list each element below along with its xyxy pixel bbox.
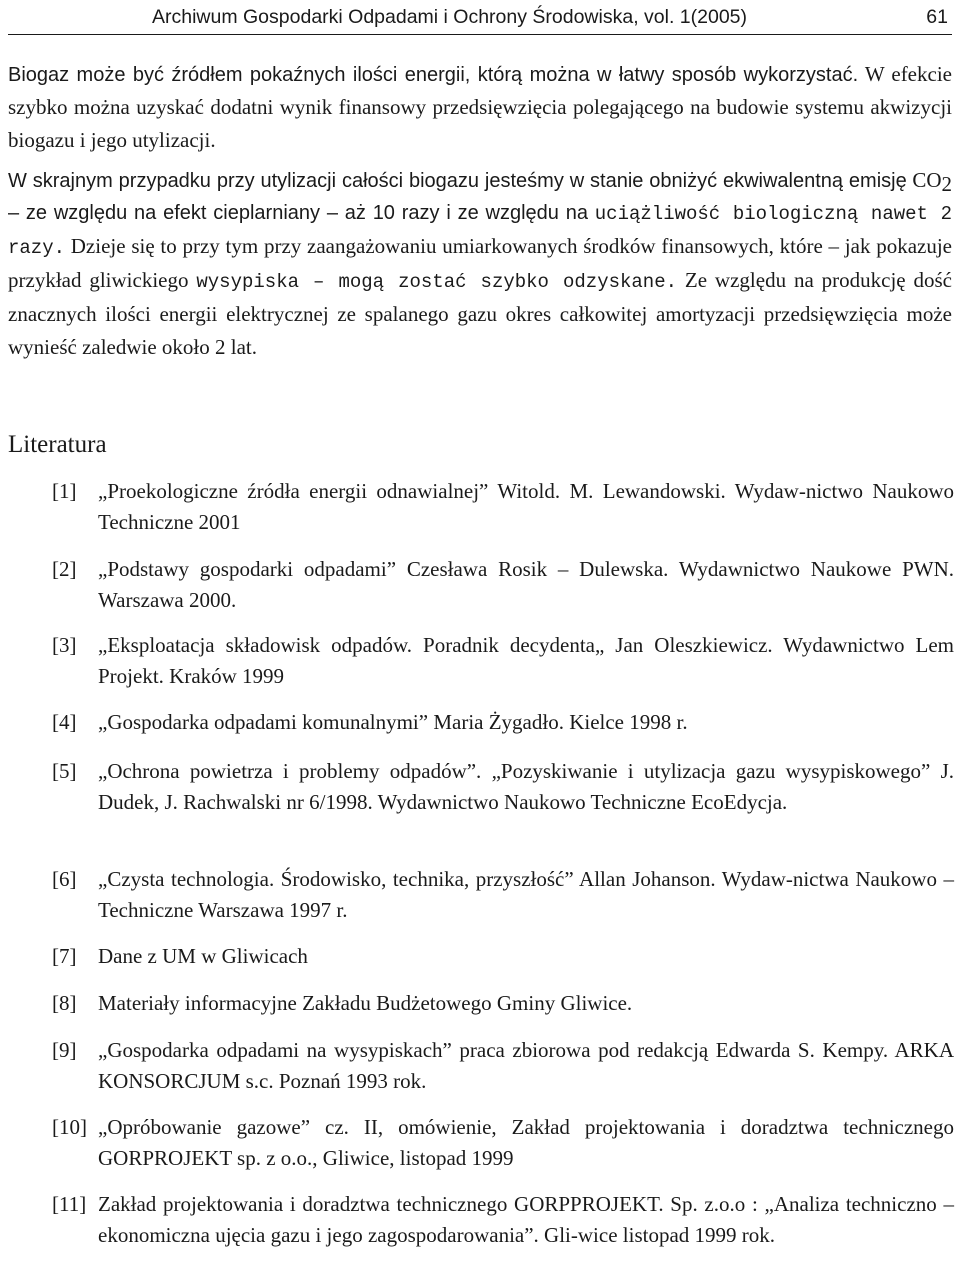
reference-number: [4] — [52, 710, 77, 734]
paragraph-text: uciążliwość biologiczną nawet 2 razy. — [8, 203, 952, 259]
reference-text: „Opróbowanie gazowe” cz. II, omówienie, Zakład projektowania i doradztwa technicznego GORPROJEKT sp. z o.o., Gliwice, listopad 1999 — [98, 1115, 954, 1170]
co2-subscript: 2 — [941, 172, 952, 196]
reference-number: [6] — [52, 867, 77, 891]
reference-text: „Podstawy gospodarki odpadami” Czesława Rosik – Dulewska. Wydawnictwo Naukowe PWN. Warszawa 2000. — [98, 557, 954, 612]
journal-title: Archiwum Gospodarki Odpadami i Ochrony Środowiska, vol. 1(2005) — [152, 6, 748, 28]
reference-number: [10] — [52, 1115, 87, 1139]
page-number: 61 — [926, 6, 948, 28]
paragraph-text: W efekcie szybko można uzyskać dodatni wynik finansowy przedsięwzięcia polegającego na budowie systemu akwizycji biogazu i jego utylizacji. — [8, 62, 952, 152]
reference-number: [11] — [52, 1192, 87, 1216]
paragraph-text: – ze względu na efekt cieplarniany – aż 10 razy i ze względu na — [8, 202, 595, 224]
reference-number: [8] — [52, 991, 77, 1015]
reference-text: „Gospodarka odpadami komunalnymi” Maria Żygadło. Kielce 1998 r. — [98, 710, 688, 734]
paragraph-biogas-intro — [8, 58, 952, 157]
section-title-literatura: Literatura — [8, 431, 107, 458]
paragraph-emission — [8, 164, 952, 364]
reference-text: Zakład projektowania i doradztwa technicznego GORPPROJEKT. Sp. z.o.o : „Analiza techniczno – ekonomiczna ujęcia gazu i jego zagospodarowania”. Gli-wice listopad 1999 rok. — [98, 1192, 954, 1247]
reference-text: „Proekologiczne źródła energii odnawialnej” Witold. M. Lewandowski. Wydaw-nictwo Naukowo Techniczne 2001 — [98, 479, 954, 534]
reference-number: [3] — [52, 633, 77, 657]
reference-number: [9] — [52, 1038, 77, 1062]
paragraph-text: Biogaz może być źródłem pokaźnych ilości energii, którą można w łatwy sposób wykorzystać. — [8, 64, 859, 86]
reference-number: [2] — [52, 557, 77, 581]
reference-text: „Czysta technologia. Środowisko, technika, przyszłość” Allan Johanson. Wydaw-nictwa Naukowo – Techniczne Warszawa 1997 r. — [98, 867, 954, 922]
running-header — [8, 2, 952, 35]
paragraph-text: Dzieje się to przy tym przy zaangażowaniu umiarkowanych środków finansowych, które – jak pokazuje przykład gliwickiego — [8, 234, 952, 292]
reference-number: [7] — [52, 944, 77, 968]
co2-text: CO — [906, 168, 942, 192]
reference-number: [1] — [52, 479, 77, 503]
paragraph-text: wysypiska – mogą zostać szybko odzyskane. — [196, 271, 678, 293]
paragraph-text: Ze względu na produkcję dość znacznych ilości energii elektrycznej ze spalanego gazu okres całkowitej amortyzacji przedsięwzięcia może wynieść zaledwie około 2 lat. — [8, 268, 952, 359]
reference-text: Dane z UM w Gliwicach — [98, 944, 308, 968]
reference-text: „Eksploatacja składowisk odpadów. Poradnik decydenta„ Jan Oleszkiewicz. Wydawnictwo Lem Projekt. Kraków 1999 — [98, 633, 954, 688]
reference-number: [5] — [52, 759, 77, 783]
paragraph-text: W skrajnym przypadku przy utylizacji całości biogazu jesteśmy w stanie obniżyć ekwiwalentną emisję — [8, 170, 907, 192]
reference-text: „Gospodarka odpadami na wysypiskach” praca zbiorowa pod redakcją Edwarda S. Kempy. ARKA KONSORCJUM s.c. Poznań 1993 rok. — [98, 1038, 954, 1093]
reference-text: Materiały informacyjne Zakładu Budżetowego Gminy Gliwice. — [98, 991, 633, 1015]
reference-text: „Ochrona powietrza i problemy odpadów”. „Pozyskiwanie i utylizacja gazu wysypiskowego” J. Dudek, J. Rachwalski nr 6/1998. Wydawnictwo Naukowo Techniczne EcoEdycja. — [98, 759, 954, 814]
